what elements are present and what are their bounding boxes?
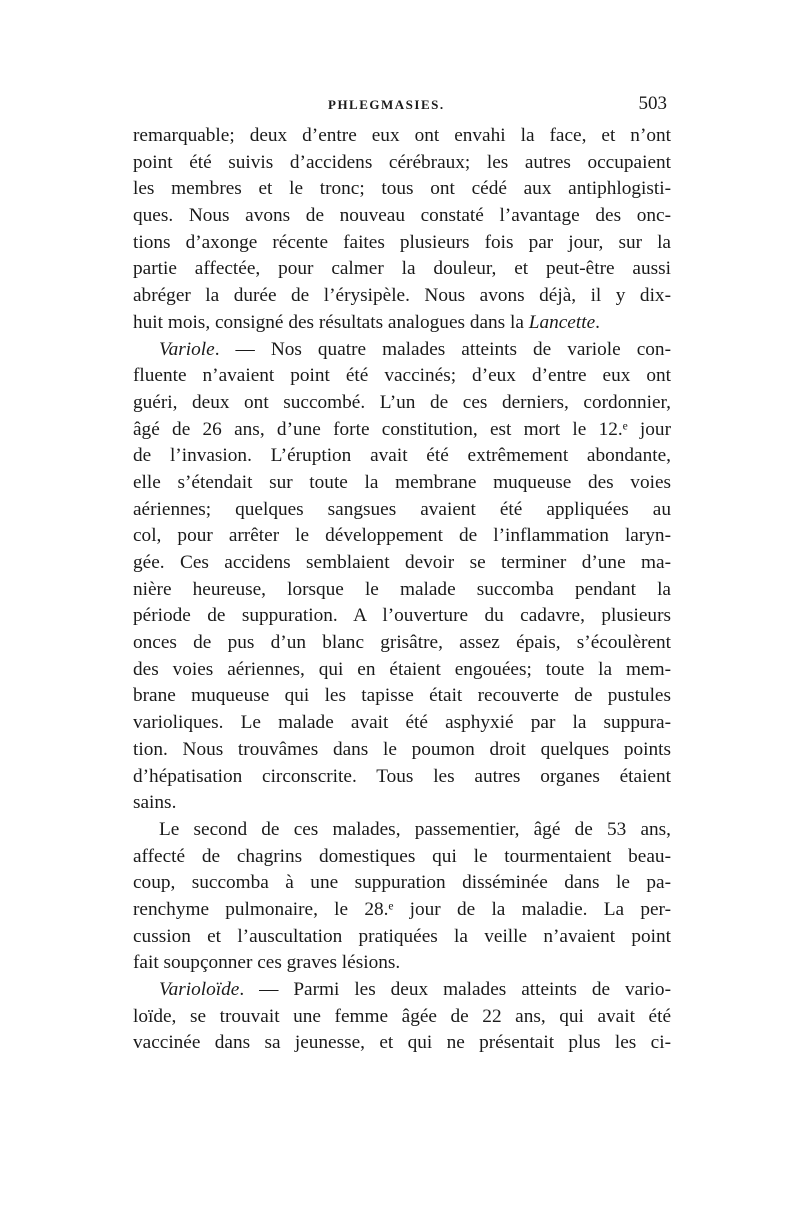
text-line: d’hépatisation circonscrite. Tous les autres organes étaient — [133, 765, 671, 787]
text-line: nière heureuse, lorsque le malade succomba pendant la — [133, 578, 671, 600]
text-line: aériennes; quelques sangsues avaient été appliquées au — [133, 498, 671, 520]
body-text — [133, 123, 671, 1057]
text-line: période de suppuration. A l’ouverture du cadavre, plusieurs — [133, 605, 671, 627]
text-line: cussion et l’auscultation pratiquées la veille n’avaient point — [133, 925, 671, 947]
text-span: huit mois, consigné des résultats analogues dans la — [133, 311, 529, 333]
text-line: abréger la durée de l’érysipèle. Nous avons déjà, il y dix- — [133, 285, 671, 307]
text-line: col, pour arrêter le développement de l’inflammation laryn- — [133, 525, 671, 547]
italic-term: Lancette — [528, 311, 596, 333]
text-line: sains. — [133, 792, 177, 814]
text-line: ques. Nous avons de nouveau constaté l’avantage des onc- — [133, 205, 671, 227]
text-line: fait soupçonner ces graves lésions. — [133, 952, 401, 974]
text-span: . — Parmi les deux malades atteints de vario- — [239, 979, 671, 1000]
text-span: . — [595, 311, 600, 333]
text-line: âgé de 26 ans, d’une forte constitution, est mort le 12.ᵉ jour — [133, 418, 671, 440]
text-line: elle s’étendait sur toute la membrane muqueuse des voies — [133, 471, 671, 493]
text-line — [133, 977, 671, 1004]
text-line: guéri, deux ont succombé. L’un de ces derniers, cordonnier, — [133, 391, 671, 413]
italic-term: Variole — [159, 338, 215, 360]
text-line: Le second de ces malades, passementier, âgé de 53 ans, — [159, 818, 671, 840]
running-title: PHLEGMASIES. — [328, 97, 445, 112]
text-line — [133, 310, 671, 337]
page-number: 503 — [638, 93, 667, 114]
text-line: point été suivis d’accidens cérébraux; les autres occupaient — [133, 151, 671, 173]
text-line: affecté de chagrins domestiques qui le tourmentaient beau- — [133, 845, 671, 867]
text-line: tions d’axonge récente faites plusieurs fois par jour, sur la — [133, 231, 671, 253]
text-line: renchyme pulmonaire, le 28.ᵉ jour de la maladie. La per- — [133, 898, 671, 920]
text-line — [133, 337, 671, 364]
italic-term: Varioloïde — [159, 979, 240, 1000]
text-line: loïde, se trouvait une femme âgée de 22 ans, qui avait été — [133, 1005, 671, 1027]
text-line: onces de pus d’un blanc grisâtre, assez épais, s’écoulèrent — [133, 632, 671, 654]
running-head — [133, 93, 667, 119]
text-line: les membres et le tronc; tous ont cédé aux antiphlogisti- — [133, 178, 671, 200]
text-line: remarquable; deux d’entre eux ont envahi la face, et n’ont — [133, 125, 671, 146]
text-line: brane muqueuse qui les tapisse était recouverte de pustules — [133, 685, 671, 707]
text-line: de l’invasion. L’éruption avait été extrêmement abondante, — [133, 445, 671, 467]
text-span: . — Nos quatre malades atteints de variole con- — [214, 338, 671, 360]
text-line: partie affectée, pour calmer la douleur, et peut-être aussi — [133, 258, 671, 280]
text-line: varioliques. Le malade avait été asphyxié par la suppura- — [133, 712, 671, 734]
text-line: vaccinée dans sa jeunesse, et qui ne présentait plus les ci- — [133, 1032, 671, 1054]
text-line: fluente n’avaient point été vaccinés; d’eux d’entre eux ont — [133, 365, 671, 387]
text-line: tion. Nous trouvâmes dans le poumon droit quelques points — [133, 738, 671, 760]
text-line: des voies aériennes, qui en étaient engouées; toute la mem- — [133, 658, 671, 680]
text-line: coup, succomba à une suppuration disséminée dans le pa- — [133, 872, 671, 894]
text-line: gée. Ces accidens semblaient devoir se terminer d’une ma- — [133, 552, 671, 573]
